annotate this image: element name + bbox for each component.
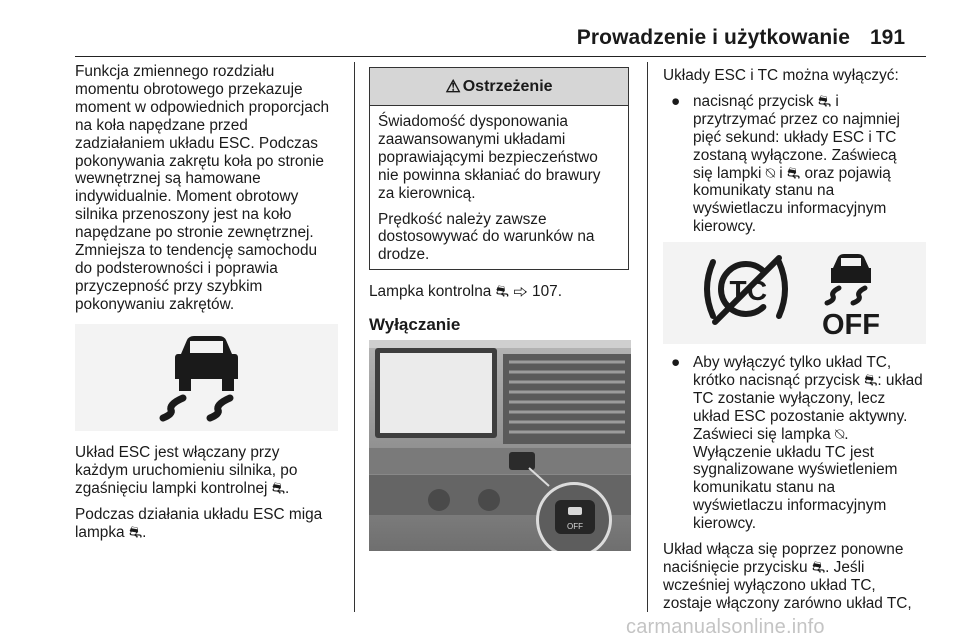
column-divider-right [647, 62, 648, 612]
dashboard-illustration [369, 340, 631, 551]
warning-paragraph-1: Świadomość dysponowania zaawansowanymi układami poprawiającymi bezpieczeństwo nie powinna skłaniać do brawury za kierownicą. [378, 113, 601, 202]
paragraph-esc-blink: Podczas działania układu ESC miga lampka ⛐. [75, 505, 323, 541]
bullet-list-1 [663, 93, 953, 236]
warning-triangle-icon: ⚠ [445, 76, 461, 96]
warning-header [370, 68, 628, 106]
left-column-lower [75, 444, 350, 550]
intro-text: Układy ESC i TC można wyłączyć: [663, 67, 899, 84]
warning-body [370, 106, 628, 264]
bullet-icon: ● [671, 92, 681, 110]
paragraph-torque: Funkcja zmiennego rozdziału momentu obrotowego przekazuje moment w odpowiednich proporcjach na koła napędzane przed zadziałaniem układu ESC. Podczas pokonywania zakrętu koła po stronie wewnętrznej są hamowane indywidualnie. Moment obrotowy silnika przenoszony jest na koło napędzane po stronie zewnętrznej. Zmniejsza to tendencję samochodu do podsterowności i poprawia przyczepność przy szybkim pokonywaniu zakrętów. [75, 63, 330, 313]
paragraph-esc-on: Układ ESC jest włączany przy każdym uruchomieniu silnika, po zgaśnięciu lampki kontrolnej ⛐. [75, 444, 298, 497]
tc-off-figure [663, 242, 926, 344]
page-number: 191 [870, 26, 906, 49]
list-item: ● nacisnąć przycisk ⛐ i przytrzymać przez co najmniej pięć sekund: układy ESC i TC zostaną wyłączone. Zaświecą się lampki ⍉ i ⛐ oraz pojawią komunikaty stanu na wyświetlaczu informacyjnym kierowcy. [671, 92, 900, 236]
off-label: OFF [822, 309, 880, 341]
right-column [663, 67, 953, 244]
bullet-list-2 [663, 354, 958, 533]
lamp-reference: Lampka kontrolna ⛐ ⇨ 107. [369, 283, 562, 300]
left-column [75, 63, 350, 322]
svg-text:OFF: OFF [567, 522, 583, 531]
esc-off-icon [827, 254, 871, 303]
watermark: carmanualsonline.info [626, 616, 825, 638]
list-item: ● Aby wyłączyć tylko układ TC, krótko nacisnąć przycisk ⛐: układ TC zostanie wyłączony, lecz układ ESC pozostanie aktywny. Zaświeci się lampka ⍉. Wyłączenie układu TC jest sygnalizowane wyświetleniem komunikatu stanu na wyświetlaczu informacyjnym kierowcy. [671, 354, 923, 533]
bullet-icon: ● [671, 354, 681, 371]
paragraph-reenable: Układ włącza się poprzez ponowne naciśnięcie przycisku ⛐. Jeśli wcześniej wyłączono układ TC, zostaje włączony zarówno układ TC, [663, 541, 912, 612]
right-column-lower [663, 354, 958, 621]
section-heading-wylaczanie: Wyłączanie [369, 315, 461, 334]
esc-symbol-figure [75, 324, 338, 431]
svg-text:C: C [746, 275, 768, 306]
svg-text:T: T [729, 275, 747, 306]
header-divider [75, 56, 926, 57]
esc-skid-icon [75, 324, 338, 431]
warning-paragraph-2: Prędkość należy zawsze dostosowywać do warunków na drodze. [378, 210, 595, 264]
page-title: Prowadzenie i użytkowanie [576, 26, 850, 49]
dashboard-photo [369, 340, 631, 551]
column-divider-left [354, 62, 355, 612]
warning-box [369, 67, 629, 270]
warning-title: Ostrzeżenie [462, 77, 553, 95]
tc-off-icons [663, 242, 926, 344]
